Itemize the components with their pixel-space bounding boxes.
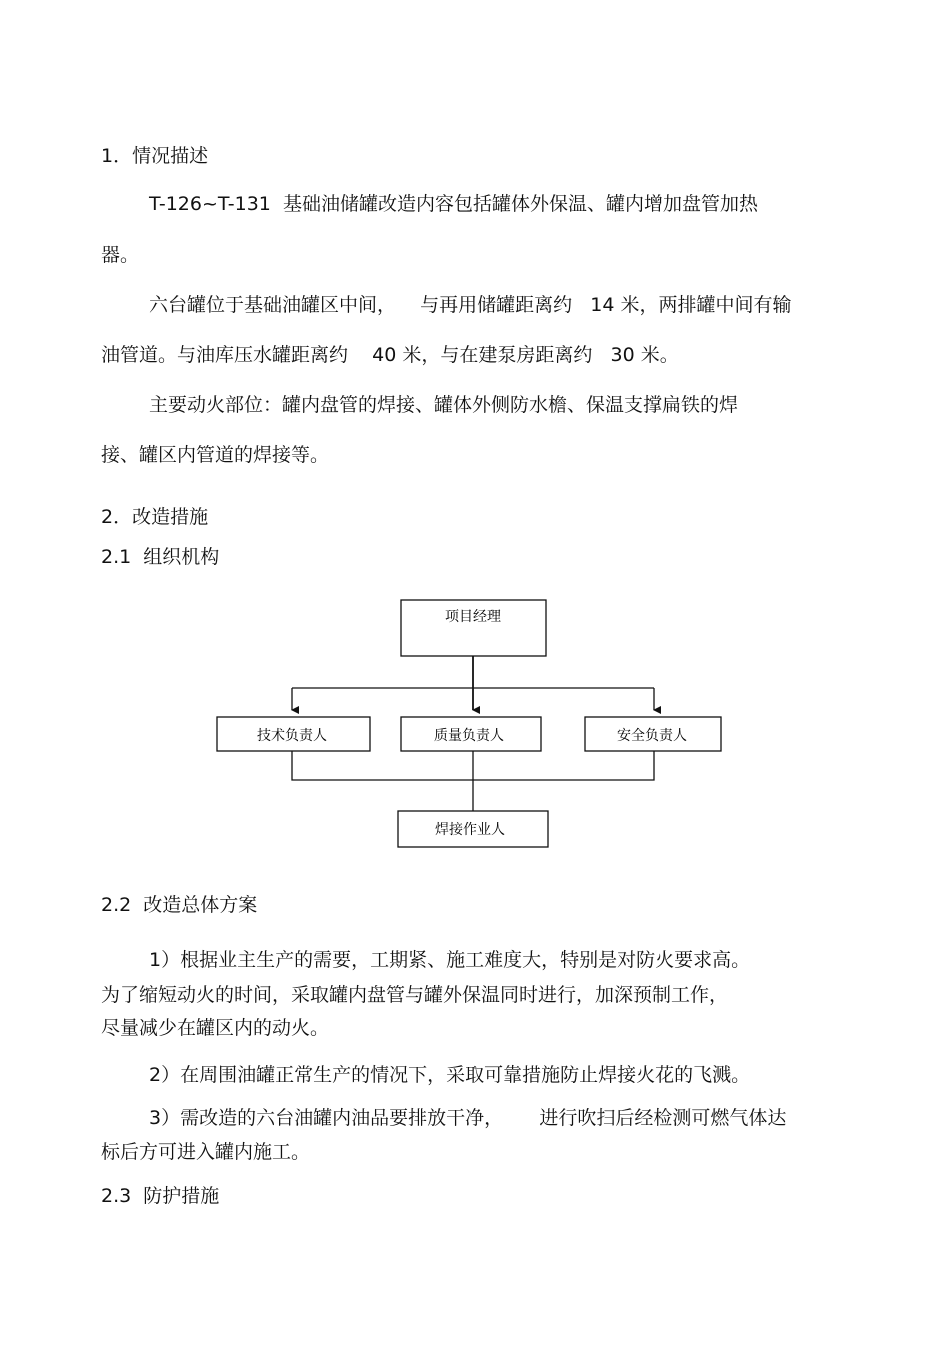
plan-item-1-line-2: 为了缩短动火的时间，采取罐内盘管与罐外保温同时进行，加深预制工作， [101,984,729,1006]
plan-item-2: 2）在周围油罐正常生产的情况下，采取可靠措施防止焊接火花的飞溅。 [149,1064,751,1086]
section-1-paragraph-2-line-2: 油管道。与油库压水罐距离约 40 米，与在建泵房距离约 30 米。 [101,344,679,366]
plan-item-1-line-1: 1）根据业主生产的需要，工期紧、施工难度大，特别是对防火要求高。 [149,949,751,971]
section-2-1-heading: 2.1 组织机构 [101,546,220,568]
org-label-project-manager: 项目经理 [445,609,501,625]
plan-item-1-line-3: 尽量减少在罐区内的动火。 [101,1017,330,1039]
section-2-heading: 2．改造措施 [101,506,209,528]
org-label-quality-lead: 质量负责人 [434,728,504,744]
section-1-paragraph-1-line-1: T-126~T-131 基础油储罐改造内容包括罐体外保温、罐内增加盘管加热 [149,193,758,215]
plan-item-3-line-1: 3）需改造的六台油罐内油品要排放干净， 进行吹扫后经检测可燃气体达 [149,1107,787,1129]
section-1-paragraph-3-line-1: 主要动火部位：罐内盘管的焊接、罐体外侧防水檐、保温支撑扁铁的焊 [149,394,739,416]
section-1-paragraph-2-line-1: 六台罐位于基础油罐区中间， 与再用储罐距离约 14 米，两排罐中间有输 [149,294,792,316]
section-1-paragraph-3-line-2: 接、罐区内管道的焊接等。 [101,444,330,466]
section-2-2-heading: 2.2 改造总体方案 [101,894,258,916]
org-label-welding-worker: 焊接作业人 [435,822,505,838]
section-1-paragraph-1-line-2: 器。 [101,244,140,266]
plan-item-3-line-2: 标后方可进入罐内施工。 [101,1141,311,1163]
section-1-heading: 1．情况描述 [101,145,209,167]
section-2-3-heading: 2.3 防护措施 [101,1185,220,1207]
org-label-safety-lead: 安全负责人 [617,728,687,744]
org-label-technical-lead: 技术负责人 [257,728,327,744]
